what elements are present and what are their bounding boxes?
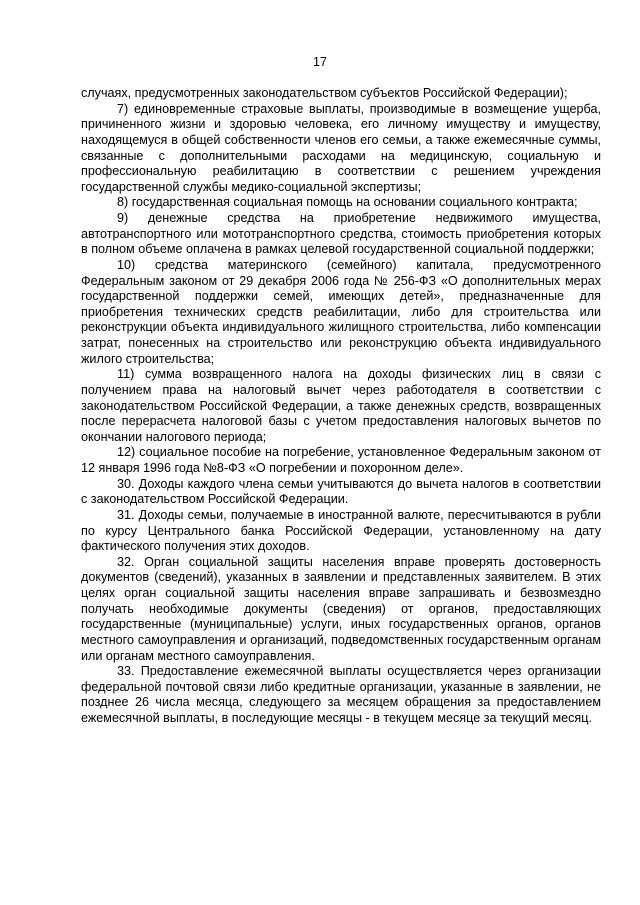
- paragraph-item-9: 9) денежные средства на приобретение недвижимого имущества, автотранспортного или мототранспортного средства, стоимость приобретения которых в полном объеме оплачена в рамках целевой государственной социальной поддержки;: [81, 211, 601, 257]
- paragraph-clause-30: 30. Доходы каждого члена семьи учитываются до вычета налогов в соответствии с законодательством Российской Федерации.: [81, 476, 601, 507]
- paragraph-item-10: 10) средства материнского (семейного) капитала, предусмотренного Федеральным законом от 29 декабря 2006 года № 256-ФЗ «О дополнительных мерах государственной поддержки семей, имеющих детей», предназначенные для приобретения технических средств реабилитации, либо для строительства или реконструкции объекта индивидуального жилищного строительства, либо компенсации затрат, понесенных на строительство или реконструкцию объекта индивидуального жилого строительства;: [81, 257, 601, 366]
- document-body: [81, 86, 601, 727]
- paragraph-clause-31: 31. Доходы семьи, получаемые в иностранной валюте, пересчитываются в рубли по курсу Центрального банка Российской Федерации, установленному на дату фактического получения этих доходов.: [81, 507, 601, 554]
- paragraph-item-7: 7) единовременные страховые выплаты, производимые в возмещение ущерба, причиненного жизни и здоровью человека, его личному имуществу и имуществу, находящемуся в общей собственности членов его семьи, а также ежемесячные суммы, связанные с дополнительными расходами на медицинскую, социальную и профессиональную реабилитацию в соответствии с решением учреждения государственной службы медико-социальной экспертизы;: [81, 101, 601, 194]
- paragraph-clause-32: 32. Орган социальной защиты населения вправе проверять достоверность документов (сведений), указанных в заявлении и представленных заявителем. В этих целях орган социальной защиты населения вправе запрашивать и безвозмездно получать необходимые документы (сведения) от органов, предоставляющих государственные (муниципальные) услуги, иных государственных органов, органов местного самоуправления и организаций, подведомственных государственным органам или органам местного самоуправления.: [81, 554, 601, 663]
- page-number: 17: [313, 55, 327, 69]
- paragraph-continuation: случаях, предусмотренных законодательством субъектов Российской Федерации);: [81, 86, 568, 100]
- paragraph-item-8: 8) государственная социальная помощь на основании социального контракта;: [117, 195, 578, 210]
- paragraph-item-11: 11) сумма возвращенного налога на доходы физических лиц в связи с получением права на налоговый вычет через работодателя в соответствии с законодательством Российской Федерации, а также денежных средств, возвращенных после перерасчета налоговой базы с учетом предоставления налоговых вычетов по окончании налогового периода;: [81, 367, 601, 444]
- paragraph-item-12: 12) социальное пособие на погребение, установленное Федеральным законом от 12 января 1996 года №8-ФЗ «О погребении и похоронном деле».: [81, 445, 601, 475]
- paragraph-clause-33: 33. Предоставление ежемесячной выплаты осуществляется через организации федеральной почтовой связи либо кредитные организации, указанные в заявлении, не позднее 26 числа месяца, следующего за месяцем обращения за предоставлением ежемесячной выплаты, в последующие месяцы - в текущем месяце за текущий месяц.: [81, 664, 601, 725]
